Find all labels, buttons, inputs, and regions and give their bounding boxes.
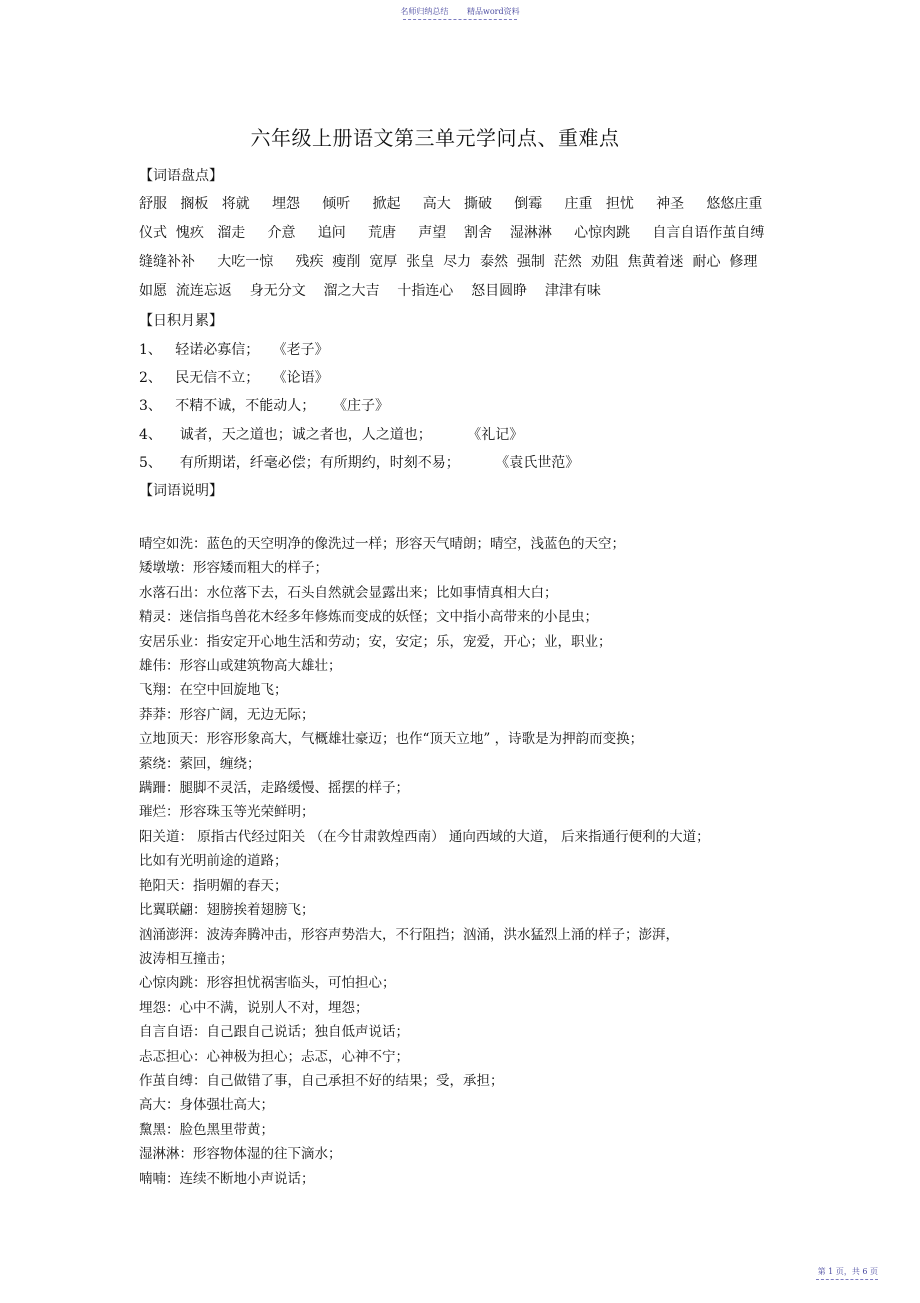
explanation-line: 璀烂：形容珠玉等光荣鲜明；	[139, 804, 315, 821]
explanation-line: 作茧自缚：自己做错了事，自己承担不好的结果；受，承担；	[139, 1072, 504, 1089]
explanation-line: 自言自语：自己跟自己说话；独自低声说话；	[139, 1024, 409, 1041]
saying-item: 1、 轻诺必寡信； 《老子》	[139, 342, 329, 358]
page-title: 六年级上册语文第三单元学问点、重难点	[250, 126, 620, 150]
explanation-line: 精灵：迷信指鸟兽花木经多年修炼而变成的妖怪；文中指小高带来的小昆虫；	[139, 609, 598, 626]
word-row: 仪式 愧疚 溜走 介意 追问 荒唐 声望 割舍 湿淋淋 心惊肉跳 自言自语作茧自缚	[139, 225, 765, 241]
saying-item: 3、 不精不诚，不能动人； 《庄子》	[139, 398, 390, 414]
explanation-line: 汹涌澎湃：波涛奔腾冲击，形容声势浩大，不行阻挡；汹涌，洪水猛烈上涌的样子；澎湃，	[139, 926, 679, 943]
saying-item: 4、 诚者，天之道也；诚之者也，人之道也； 《礼记》	[139, 427, 524, 443]
explanation-line: 雄伟：形容山或建筑物高大雄壮；	[139, 658, 342, 675]
explanation-line: 蹒跚：腿脚不灵活，走路缓慢、摇摆的样子；	[139, 780, 409, 797]
header-right-text: 精品word资料	[466, 7, 520, 16]
page-footer	[816, 1266, 878, 1280]
page-header	[0, 6, 920, 20]
saying-item: 5、 有所期诺，纤毫必偿；有所期约，时刻不易； 《袁氏世范》	[139, 455, 580, 471]
explanation-list	[139, 532, 799, 1191]
footer-divider	[816, 1279, 878, 1280]
explanation-line: 湿淋淋：形容物体湿的往下滴水；	[139, 1146, 342, 1163]
word-row: 缝缝补补 大吃一惊 残疾 瘦削 宽厚 张皇 尽力 泰然 强制 茫然 劝阻 焦黄着迷 耐心 修理	[139, 254, 758, 270]
header-left-text: 名师归纳总结	[400, 7, 449, 16]
explanation-line: 水落石出：水位落下去，石头自然就会显露出来；比如事情真相大白；	[139, 584, 558, 601]
explanation-line: 心惊肉跳：形容担忧祸害临头，可怕担心；	[139, 975, 396, 992]
page-number: 第 1 页，共 6 页	[817, 1267, 878, 1276]
explanation-line: 安居乐业：指安定开心地生活和劳动；安，安定；乐，宠爱，开心；业，职业；	[139, 633, 612, 650]
explanation-line: 萦绕：萦回，缠绕；	[139, 755, 261, 772]
explanation-line: 高大：身体强壮高大；	[139, 1097, 274, 1114]
section-heading-explanations: 【词语说明】	[139, 483, 223, 499]
explanation-line: 立地顶天：形容形象高大，气概雄壮豪迈；也作“顶天立地” ，诗歌是为押韵而变换；	[139, 731, 644, 748]
explanation-line: 飞翔：在空中回旋地飞；	[139, 682, 288, 699]
explanation-line: 比如有光明前途的道路；	[139, 853, 288, 870]
explanation-line: 莽莽：形容广阔，无边无际；	[139, 706, 315, 723]
explanation-line: 晴空如洗：蓝色的天空明净的像洗过一样；形容天气晴朗；晴空，浅蓝色的天空；	[139, 536, 625, 552]
explanation-line: 黧黑：脸色黑里带黄；	[139, 1121, 274, 1138]
explanation-line: 埋怨：心中不满，说别人不对，埋怨；	[139, 999, 369, 1016]
explanation-line: 比翼联翩：翅膀挨着翅膀飞；	[139, 902, 315, 919]
explanation-line: 艳阳天：指明媚的春天；	[139, 877, 288, 894]
section-heading-words: 【词语盘点】	[139, 168, 223, 184]
explanation-line: 阳关道： 原指古代经过阳关 （在今甘肃敦煌西南） 通向西域的大道， 后来指通行便利的大道；	[139, 828, 710, 845]
header-divider	[403, 19, 517, 20]
saying-item: 2、 民无信不立； 《论语》	[139, 370, 329, 386]
explanation-line: 矮墩墩：形容矮而粗大的样子；	[139, 560, 328, 577]
word-row: 舒服 搁板 将就 埋怨 倾听 掀起 高大 撕破 倒霉 庄重 担忧 神圣 悠悠庄重	[139, 196, 763, 212]
explanation-line: 喃喃：连续不断地小声说话；	[139, 1170, 315, 1187]
explanation-line: 忐忑担心：心神极为担心；忐忑，心神不宁；	[139, 1048, 409, 1065]
section-heading-sayings: 【日积月累】	[139, 313, 223, 329]
explanation-line: 波涛相互撞击；	[139, 950, 234, 967]
word-row: 如愿 流连忘返 身无分文 溜之大吉 十指连心 怒目圆睁 津津有味	[139, 283, 601, 299]
